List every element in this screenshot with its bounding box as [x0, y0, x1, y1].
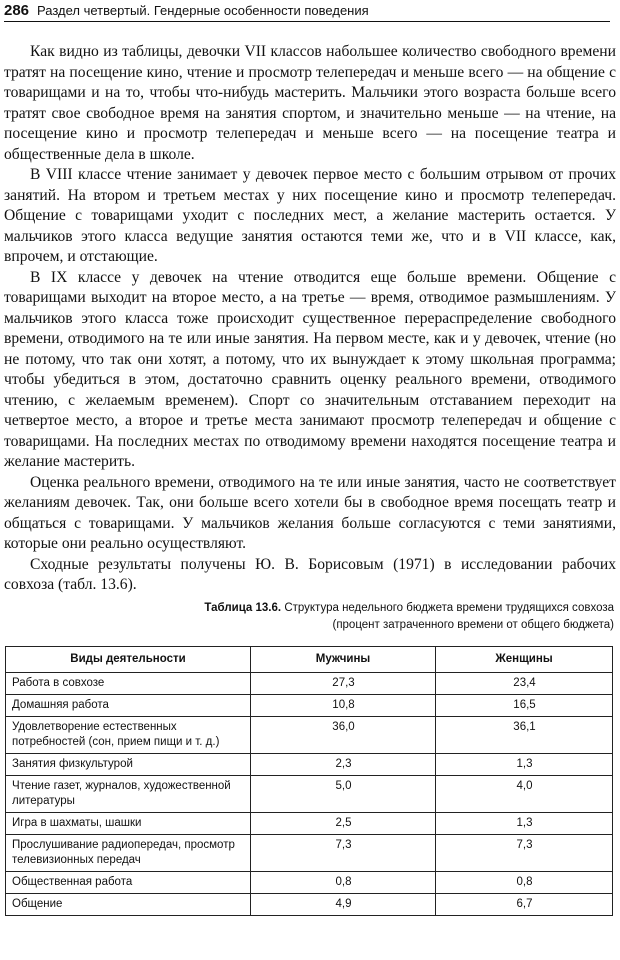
column-header-men: Мужчины	[251, 647, 436, 673]
women-value-cell: 36,1	[436, 717, 613, 754]
paragraph: В IX классе у девочек на чтение отводится еще больше времени. Общение с товарищами выходит на второе место, а на третье — время, отводимое размышлениям. У мальчиков этого класса тоже происходит существенное перераспределение свободного времени, отводимого на те или иные занятия. На первом месте, как и у девочек, чтение (но не потому, что так они хотят, а потому, что их вынуждает к этому школьная программа; чтобы убедиться в этом, достаточно сравнить оценку реального времени, отводимого чтению, с желаемым временем). Спорт со значительным отставанием переходит на четвертое место, а второе и третье места занимают просмотр телепередач и общение с товарищами. На последних местах по отводимому времени находятся посещение театра и желание мастерить.	[4, 268, 616, 470]
activity-cell: Занятия физкультурой	[6, 754, 251, 776]
men-value-cell: 27,3	[251, 673, 436, 695]
women-value-cell: 6,7	[436, 894, 613, 916]
table-row	[6, 835, 613, 872]
table-caption-label: Таблица 13.6.	[204, 602, 282, 614]
table-row	[6, 894, 613, 916]
paragraph: Сходные результаты получены Ю. В. Борисовым (1971) в исследовании рабочих совхоза (табл. 13.6).	[4, 555, 616, 593]
running-head	[4, 2, 610, 22]
men-value-cell: 10,8	[251, 695, 436, 717]
table-row	[6, 695, 613, 717]
table-caption-line	[204, 600, 614, 617]
activity-cell: Работа в совхозе	[6, 673, 251, 695]
activity-cell: Удовлетворение естественных потребностей (сон, прием пищи и т. д.)	[6, 717, 251, 754]
table-caption-text: Структура недельного бюджета времени трудящихся совхоза	[284, 602, 614, 614]
activity-cell: Домашняя работа	[6, 695, 251, 717]
women-value-cell: 16,5	[436, 695, 613, 717]
men-value-cell: 2,5	[251, 813, 436, 835]
body-text	[4, 42, 616, 596]
activity-cell: Общение	[6, 894, 251, 916]
paragraph: В VIII классе чтение занимает у девочек первое место с большим отрывом от прочих занятий. На втором и третьем местах у них посещение кино и просмотр телепередач. Общение с товарищами уходит с последних мест, а желание мастерить остается. У мальчиков этого класса ведущие занятия остаются теми же, что и в VII классе, как, впрочем, и отстающие.	[4, 166, 616, 265]
table-caption	[204, 600, 614, 634]
page-number: 286	[4, 2, 30, 19]
paragraph: Оценка реального времени, отводимого на те или иные занятия, часто не соответствует желаниям девочек. Так, они больше всего хотели бы в свободное время посещать театр и общаться с товарищами. У мальчиков желания больше согласуются с теми занятиями, которые они реально осуществляют.	[4, 473, 616, 552]
table-row	[6, 776, 613, 813]
activity-cell: Общественная работа	[6, 872, 251, 894]
men-value-cell: 2,3	[251, 754, 436, 776]
men-value-cell: 36,0	[251, 717, 436, 754]
chapter-title: Раздел четвертый. Гендерные особенности поведения	[37, 3, 369, 18]
table-row	[6, 754, 613, 776]
activity-cell: Игра в шахматы, шашки	[6, 813, 251, 835]
table-row	[6, 872, 613, 894]
table-caption-note: (процент затраченного времени от общего бюджета)	[332, 619, 614, 631]
women-value-cell: 4,0	[436, 776, 613, 813]
men-value-cell: 4,9	[251, 894, 436, 916]
women-value-cell: 7,3	[436, 835, 613, 872]
activity-cell: Прослушивание радиопередач, просмотр телевизионных передач	[6, 835, 251, 872]
activity-cell: Чтение газет, журналов, художественной литературы	[6, 776, 251, 813]
table-row	[6, 673, 613, 695]
column-header-women: Женщины	[436, 647, 613, 673]
women-value-cell: 1,3	[436, 754, 613, 776]
women-value-cell: 0,8	[436, 872, 613, 894]
women-value-cell: 1,3	[436, 813, 613, 835]
men-value-cell: 7,3	[251, 835, 436, 872]
paragraph: Как видно из таблицы, девочки VII классов набольшее количество свободного времени тратят на посещение кино, чтение и просмотр телепередач и меньше всего — на общение с товарищами и на то, чтобы что-нибудь мастерить. Мальчики этого возраста больше всего тратят свое свободное время на занятия спортом, и значительно меньше — на чтение, на посещение кино и просмотр телепередач и меньше всего — на посещение театра и общественные дела в школе.	[4, 43, 616, 163]
women-value-cell: 23,4	[436, 673, 613, 695]
men-value-cell: 0,8	[251, 872, 436, 894]
table-header-row	[6, 647, 613, 673]
time-budget-table	[5, 646, 613, 916]
column-header-activity: Виды деятельности	[6, 647, 251, 673]
men-value-cell: 5,0	[251, 776, 436, 813]
table-row	[6, 717, 613, 754]
table-row	[6, 813, 613, 835]
